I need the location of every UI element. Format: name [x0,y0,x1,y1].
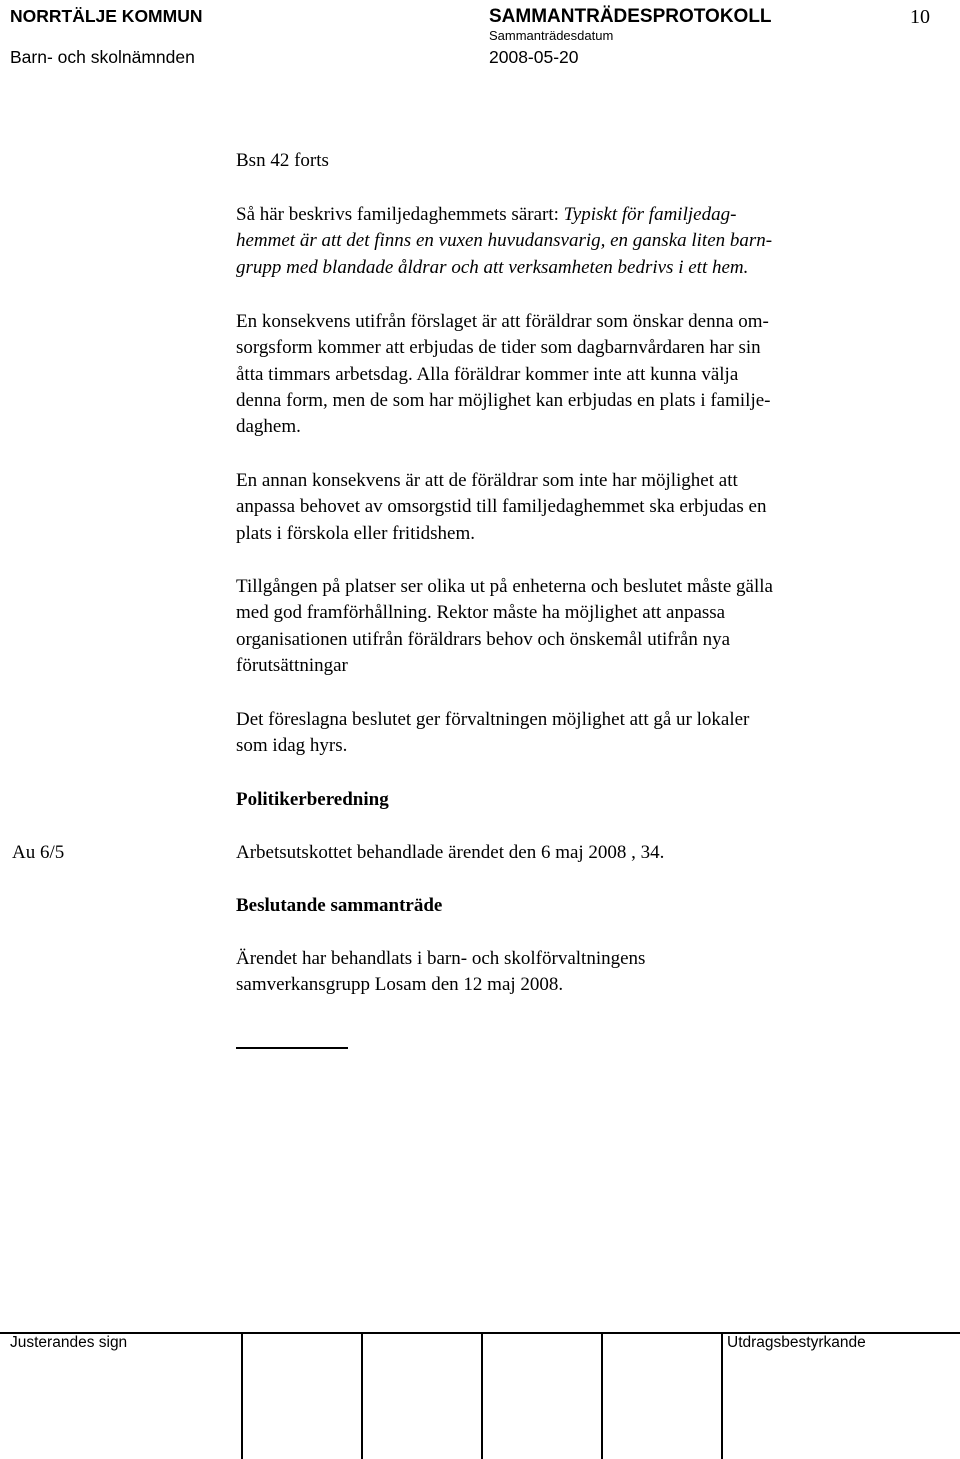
paragraph-line: samverkansgrupp Losam den 12 maj 2008. [236,974,564,996]
signature-box-divider [241,1332,243,1459]
section-end-rule [236,1047,348,1049]
paragraph-line: daghem. [236,416,301,438]
paragraph-line: sorgsform kommer att erbjudas de tider som dagbarnvårdaren har sin [236,337,761,359]
signature-box-divider [601,1332,603,1459]
signature-label: Justerandes sign [10,1334,128,1351]
section-reference: Bsn 42 forts [236,150,329,171]
paragraph-premises [236,707,749,760]
paragraph-line: anpassa behovet av omsorgstid till familjedaghemmet ska erbjudas en [236,496,767,518]
au-decision-text: Arbetsutskottet behandlade ärendet den 6 maj 2008 , 34. [236,842,665,863]
page-number: 10 [910,6,930,28]
signature-box-divider [481,1332,483,1459]
paragraph-line: organisationen utifrån föräldrars behov och önskemål utifrån nya [236,628,731,650]
department-name: Barn- och skolnämnden [10,47,195,67]
meeting-date-label: Sammanträdesdatum [489,28,614,43]
organization-name: NORRTÄLJE KOMMUN [10,6,203,26]
paragraph-line: åtta timmars arbetsdag. Alla föräldrar kommer inte att kunna välja [236,363,739,385]
paragraph-description [236,202,772,281]
paragraph-availability [236,574,773,679]
signature-box-divider [721,1332,723,1459]
au-reference: Au 6/5 [12,842,65,863]
paragraph-line: Det föreslagna beslutet ger förvaltningen möjlighet att gå ur lokaler [236,709,750,730]
paragraph-line: förutsättningar [236,654,348,676]
paragraph-line: grupp med blandade åldrar och att verksamheten bedrivs i ett hem. [236,256,749,278]
paragraph-text: Så här beskrivs familjedaghemmets särart: [236,204,564,225]
paragraph-line: Ärendet har behandlats i barn- och skolförvaltningens [236,948,646,969]
extract-certification-label: Utdragsbestyrkande [727,1334,866,1351]
paragraph-line: som idag hyrs. [236,735,348,757]
paragraph-line: hemmet är att det finns en vuxen huvudansvarig, en ganska liten barn- [236,230,773,252]
paragraph-line: med god framförhållning. Rektor måste ha möjlighet att anpassa [236,602,726,624]
paragraph-line: plats i förskola eller fritidshem. [236,522,476,544]
document-type-title: SAMMANTRÄDESPROTOKOLL [489,6,772,27]
heading-beslutande-sammantrade: Beslutande sammanträde [236,895,443,916]
meeting-date: 2008-05-20 [489,47,579,67]
paragraph-line: En annan konsekvens är att de föräldrar som inte har möjlighet att [236,470,738,491]
italic-quote: Typiskt för familjedag- [563,204,737,225]
paragraph-losam [236,946,645,999]
paragraph-line: En konsekvens utifrån förslaget är att föräldrar som önskar denna om- [236,311,769,332]
signature-box-divider [361,1332,363,1459]
paragraph-consequence-1 [236,309,771,440]
paragraph-line: denna form, men de som har möjlighet kan erbjudas en plats i familje- [236,389,771,411]
paragraph-line [236,202,772,228]
heading-politikerberedning: Politikerberedning [236,789,389,810]
paragraph-line: Tillgången på platser ser olika ut på enheterna och beslutet måste gälla [236,576,773,597]
paragraph-consequence-2 [236,468,766,547]
